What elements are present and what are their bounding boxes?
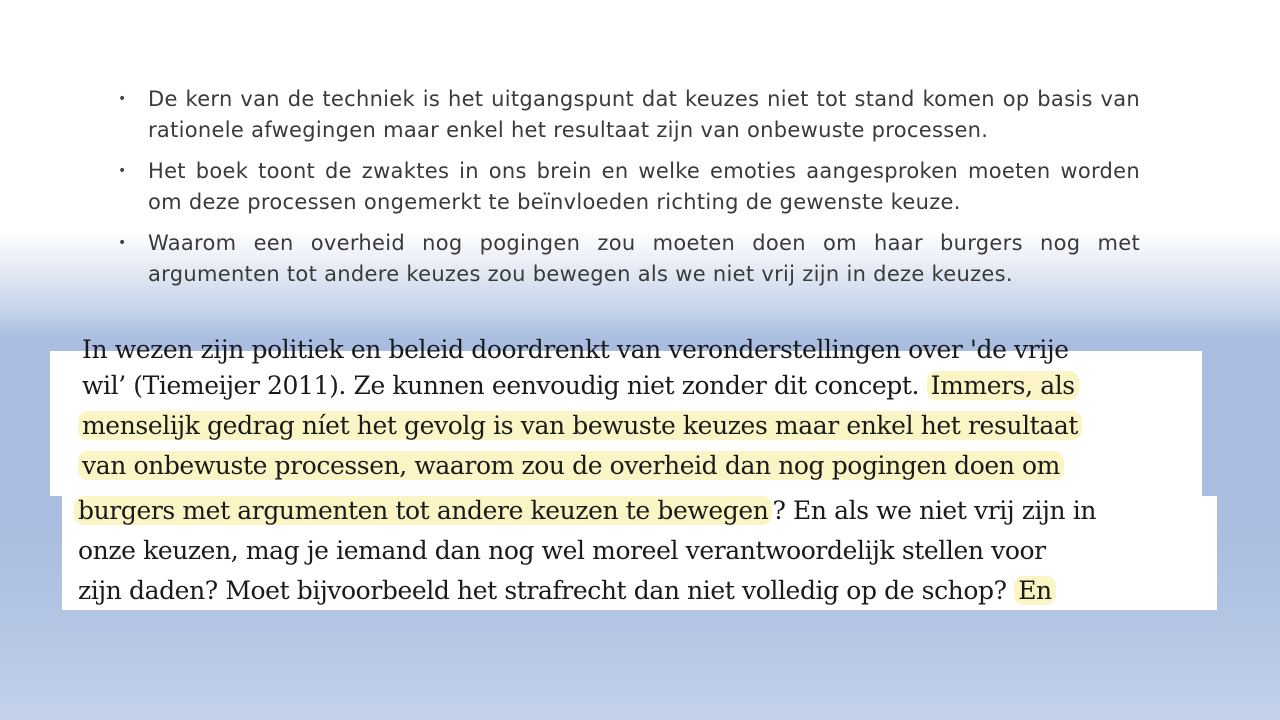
excerpt-highlight: menselijk gedrag níet het gevolg is van bewuste keuzes maar enkel het resultaat [78,411,1082,440]
excerpt-highlight: burgers met argumenten tot andere keuzen te bewegen [74,496,772,525]
excerpt-text: wil’ (Tiemeijer 2011). Ze kunnen eenvoudig niet zonder dit concept. [82,371,927,400]
excerpt-highlight: Immers, als [927,371,1079,400]
bullet-item [118,84,1140,146]
excerpt-highlight: van onbewuste processen, waarom zou de overheid dan nog pogingen doen om [78,451,1064,480]
excerpt-scan-bottom [62,496,1217,610]
bullet-text: Het boek toont de zwaktes in ons brein en welke emoties aangesproken moeten worden om deze processen ongemerkt te beïnvloeden richting de gewenste keuze. [148,159,1140,214]
excerpt-line [78,407,1082,445]
excerpt-text: onze keuzen, mag je iemand dan nog wel moreel verantwoordelijk stellen voor [78,536,1046,565]
bullet-symbol: • [118,163,127,179]
bullet-text: De kern van de techniek is het uitgangspunt dat keuzes niet tot stand komen op basis van rationele afwegingen maar enkel het resultaat zijn van onbewuste processen. [148,87,1140,142]
excerpt-highlight: En [1014,576,1056,605]
bullet-item [118,156,1140,218]
excerpt-text: ? En als we niet vrij zijn in [772,496,1097,525]
excerpt-text: zijn daden? Moet bijvoorbeeld het strafrecht dan niet volledig op de schop? [78,576,1015,605]
excerpt-line [82,367,1079,405]
bullet-symbol: • [118,235,127,251]
excerpt-line [78,447,1064,485]
bullet-text: Waarom een overheid nog pogingen zou moeten doen om haar burgers nog met argumenten tot andere keuzes zou bewegen als we niet vrij zijn in deze keuzes. [148,231,1140,286]
bullet-item [118,228,1140,290]
excerpt-line [78,532,1046,570]
excerpt-line [74,492,1096,530]
excerpt-line [78,572,1056,610]
bullet-symbol: • [118,91,127,107]
bullet-list [118,84,1140,300]
excerpt-scan-top [50,335,1202,496]
excerpt-cut-line: In wezen zijn politiek en beleid doordrenkt van veronderstellingen over 'de vrije [82,335,1069,364]
